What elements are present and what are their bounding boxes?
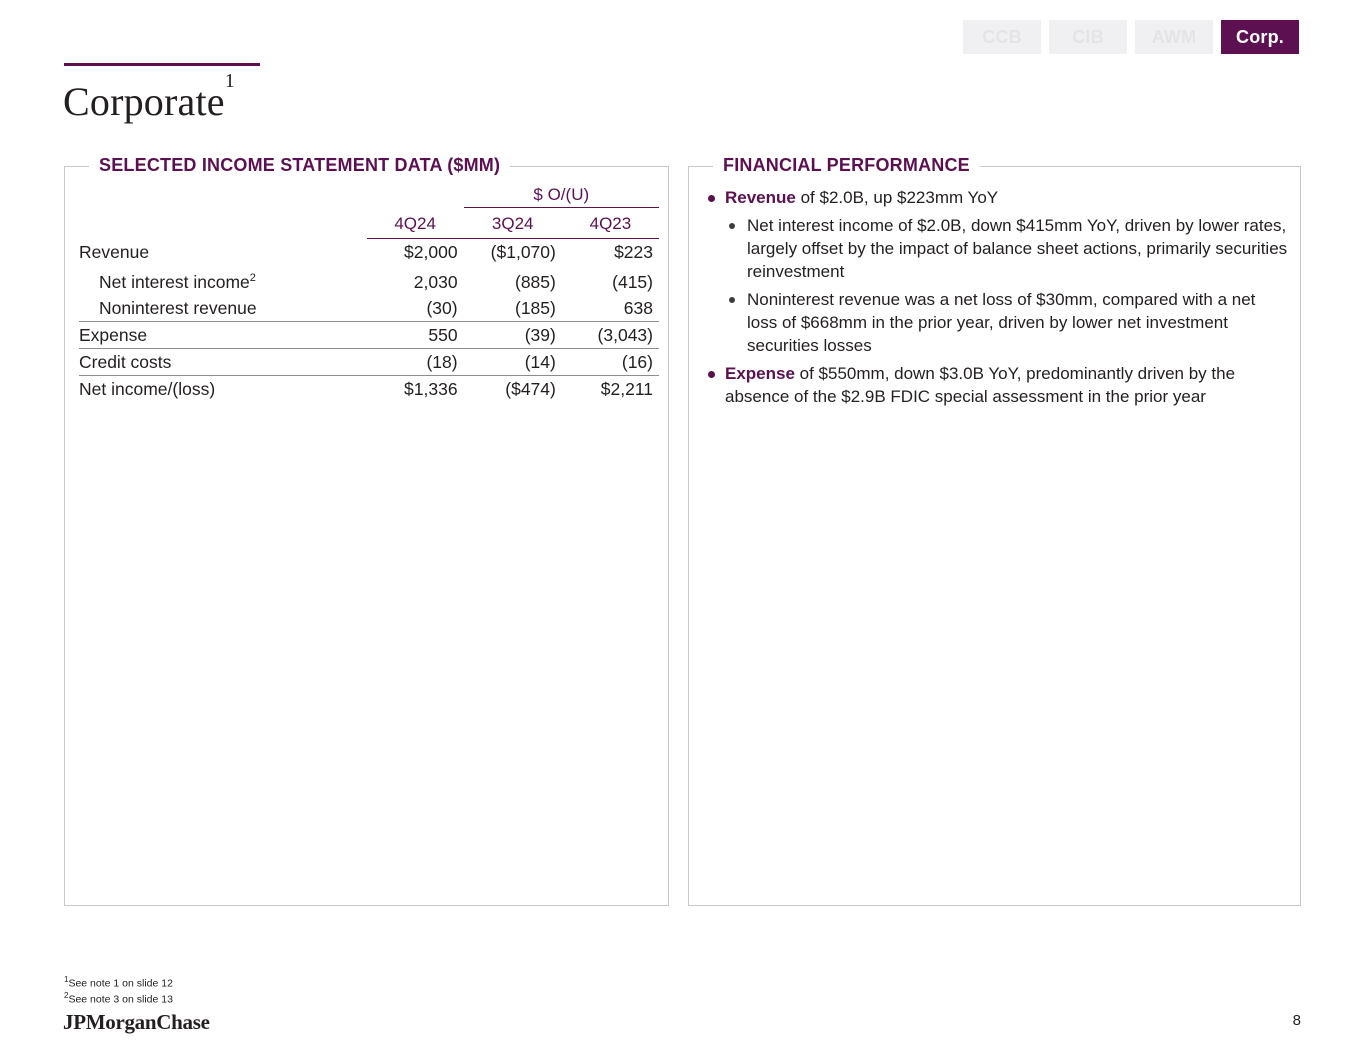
row-value-4q23: (16) — [562, 348, 659, 375]
row-value-3q24: (885) — [515, 271, 556, 292]
tab-corp[interactable] — [1221, 20, 1299, 54]
row-value-4q23: (3,043) — [562, 321, 659, 348]
table-row — [79, 321, 659, 348]
table-row — [79, 295, 659, 322]
bullet-revenue-lead: Revenue — [725, 188, 796, 207]
bullet-revenue — [705, 187, 1290, 210]
table-row — [79, 265, 659, 295]
tab-cib-label: CIB — [1072, 26, 1104, 47]
bullet-expense — [705, 363, 1290, 409]
page-title-text: Corporate — [63, 79, 225, 124]
row-value-4q23: $223 — [614, 242, 653, 262]
table-ou-header-row — [79, 185, 659, 210]
row-value-3q24: (39) — [464, 321, 562, 348]
table-row — [79, 348, 659, 375]
page-title — [63, 69, 235, 125]
sub-bullet: Net interest income of $2.0B, down $415mm YoY, driven by lower rates, largely offset by the impact of balance sheet actions, primarily securities reinvestment — [725, 215, 1290, 284]
row-value-4q23: 638 — [623, 297, 653, 318]
ou-header-spacer — [79, 185, 367, 210]
selected-income-statement-panel-title: SELECTED INCOME STATEMENT DATA ($MM) — [89, 155, 510, 176]
row-label: Noninterest revenue — [99, 297, 257, 318]
brand-logo: JPMorganChase — [63, 1010, 210, 1034]
bullet-expense-lead: Expense — [725, 363, 795, 383]
tab-ccb-label: CCB — [982, 26, 1022, 47]
financial-performance-bullets — [705, 187, 1290, 413]
ou-header-blank — [367, 185, 464, 210]
footnotes — [64, 975, 173, 1006]
bullet-revenue-sublist — [725, 215, 1290, 358]
row-value-4q24: $2,000 — [404, 242, 458, 262]
tab-awm[interactable] — [1135, 20, 1213, 54]
bullet-revenue-text: of $2.0B, up $223mm YoY — [795, 188, 999, 207]
footnote-1 — [64, 975, 173, 991]
row-value-3q24: ($1,070) — [490, 242, 556, 262]
row-value-4q23: (415) — [612, 271, 653, 292]
header-col-3q24: 3Q24 — [464, 210, 562, 239]
income-statement-table — [79, 185, 659, 402]
page-number: 8 — [1292, 1012, 1301, 1029]
row-footnote-marker: 2 — [249, 272, 256, 284]
header-label-cell — [79, 210, 367, 239]
ou-header-cell — [464, 185, 659, 210]
table-row — [79, 375, 659, 402]
footnote-2 — [64, 991, 173, 1007]
tab-corp-label: Corp. — [1236, 26, 1284, 47]
page-title-footnote-marker: 1 — [224, 69, 235, 92]
row-label: Net income/(loss) — [79, 375, 367, 402]
footnote-2-marker: 2 — [64, 990, 69, 1000]
row-value-4q24: 2,030 — [413, 271, 458, 292]
selected-income-statement-panel — [64, 155, 669, 906]
segment-tab-bar — [963, 20, 1299, 54]
row-value-3q24: ($474) — [464, 375, 562, 402]
footnote-2-text: See note 3 on slide 13 — [68, 993, 173, 1006]
financial-performance-panel — [688, 155, 1301, 906]
bullet-expense-text: of $550mm, down $3.0B YoY, predominantly driven by the absence of the $2.9B FDIC special assessment in the prior year — [725, 363, 1236, 406]
row-label: Revenue — [79, 242, 150, 262]
row-value-4q24: (30) — [426, 297, 458, 318]
header-col-4q24: 4Q24 — [367, 210, 464, 239]
title-rule — [64, 63, 260, 66]
row-label-cell — [79, 265, 367, 295]
footnote-1-marker: 1 — [64, 975, 69, 984]
row-value-3q24: (14) — [464, 348, 562, 375]
row-value-4q24: (18) — [367, 348, 464, 375]
row-label: Credit costs — [79, 348, 367, 375]
ou-header-label: $ O/(U) — [464, 185, 659, 208]
row-value-4q24: $1,336 — [367, 375, 464, 402]
row-value-3q24: (185) — [515, 297, 556, 318]
tab-ccb[interactable] — [963, 20, 1041, 54]
sub-bullet: Noninterest revenue was a net loss of $30mm, compared with a net loss of $668mm in the prior year, driven by lower net investment securities losses — [725, 289, 1290, 358]
table-row — [79, 239, 659, 266]
tab-cib[interactable] — [1049, 20, 1127, 54]
header-col-4q23: 4Q23 — [562, 210, 659, 239]
row-label: Expense — [79, 321, 367, 348]
financial-performance-panel-title: FINANCIAL PERFORMANCE — [713, 155, 980, 176]
row-value-4q24: 550 — [367, 321, 464, 348]
row-value-4q23: $2,211 — [562, 375, 659, 402]
row-label: Net interest income — [99, 271, 250, 292]
tab-awm-label: AWM — [1151, 26, 1197, 47]
table-header-row — [79, 210, 659, 239]
footnote-1-text: See note 1 on slide 12 — [68, 977, 173, 990]
